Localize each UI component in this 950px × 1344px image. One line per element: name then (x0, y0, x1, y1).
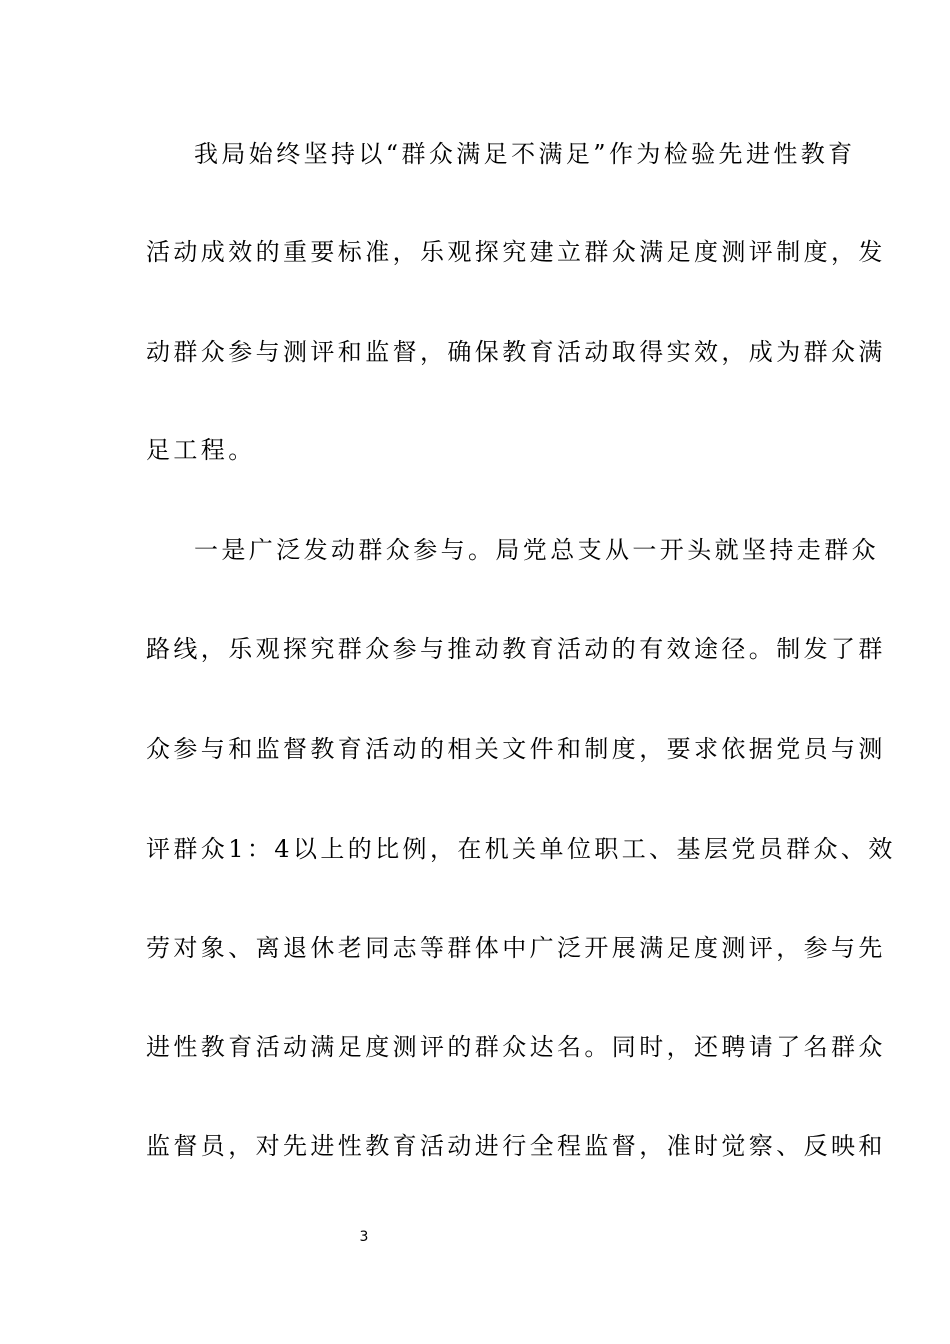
paragraph-1-line-1: 我局始终坚持以“群众满足不满足”作为检验先进性教育 (194, 140, 856, 168)
paragraph-2-line-3: 众参与和监督教育活动的相关文件和制度，要求依据党员与测 (146, 735, 886, 763)
paragraph-2-line-4: 评群众1：4以上的比例，在机关单位职工、基层党员群众、效 (146, 835, 896, 863)
paragraph-1-line-2: 活动成效的重要标准，乐观探究建立群众满足度测评制度，发 (146, 238, 886, 266)
paragraph-2-line-2: 路线，乐观探究群众参与推动教育活动的有效途径。制发了群 (146, 635, 886, 663)
paragraph-1-line-3: 动群众参与测评和监督，确保教育活动取得实效，成为群众满 (146, 338, 886, 366)
paragraph-1-line-4: 足工程。 (146, 436, 256, 464)
paragraph-2-line-1: 一是广泛发动群众参与。局党总支从一开头就坚持走群众 (194, 536, 879, 564)
page-number: 3 (359, 1229, 369, 1245)
paragraph-2-line-6: 进性教育活动满足度测评的群众达名。同时，还聘请了名群众 (146, 1033, 886, 1061)
paragraph-2-line-5: 劳对象、离退休老同志等群体中广泛开展满足度测评，参与先 (146, 934, 886, 962)
paragraph-2-line-7: 监督员，对先进性教育活动进行全程监督，准时觉察、反映和 (146, 1132, 886, 1160)
